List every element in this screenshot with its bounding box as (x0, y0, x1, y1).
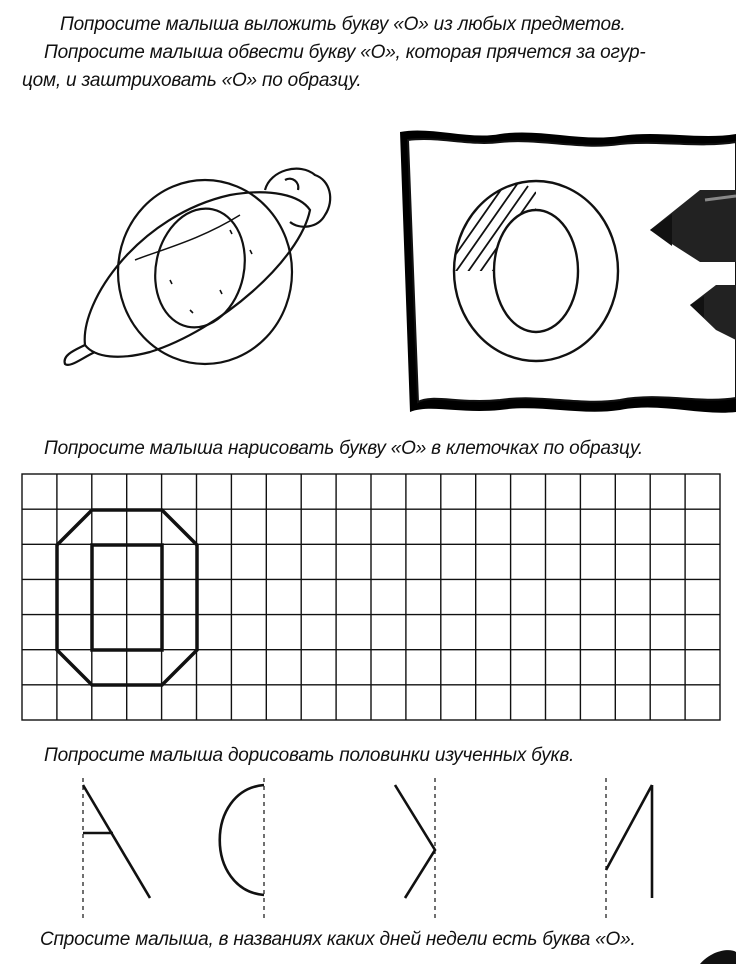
cucumber-icon (65, 169, 331, 365)
half-letters (83, 778, 652, 918)
instruction-line-2: Попросите малыша обвести букву «О», которая прячется за огур- (44, 42, 646, 63)
days-task-instruction: Спросите малыша, в названиях каких дней недели есть буква «О». (40, 929, 636, 950)
halves-task-instruction: Попросите малыша дорисовать половинки изученных букв. (44, 745, 575, 766)
instruction-line-1: Попросите малыша выложить букву «О» из любых предметов. (60, 14, 626, 35)
corner-mark (700, 950, 736, 964)
grid-task-instruction: Попросите малыша нарисовать букву «О» в клеточках по образцу. (44, 438, 643, 459)
letter-o-card-icon (400, 130, 736, 412)
instruction-line-3: цом, и заштриховать «О» по образцу. (22, 70, 362, 91)
